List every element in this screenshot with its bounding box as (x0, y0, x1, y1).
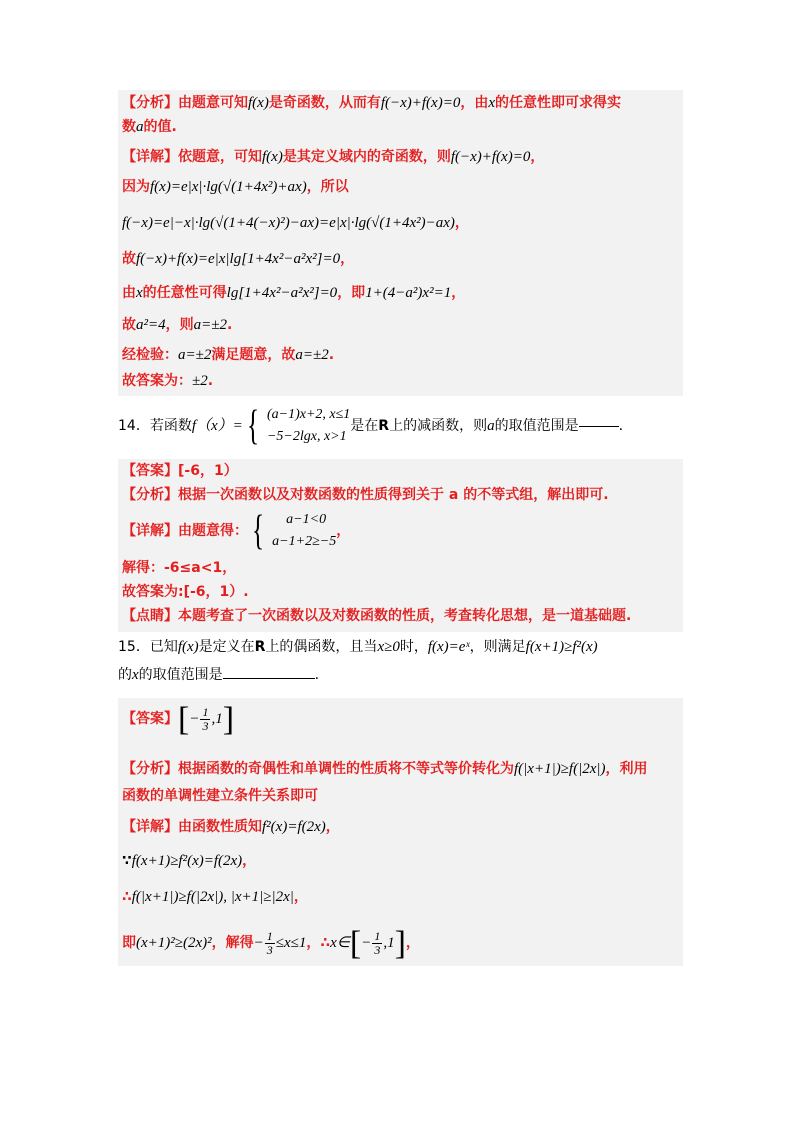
detail-text: ， (530, 149, 545, 165)
because-symbol: ∵ (122, 852, 132, 869)
math-expr: − (189, 711, 200, 728)
question-text: . (314, 666, 320, 683)
question-text: 的取值范围是 (138, 666, 223, 683)
q14-solve-line (122, 558, 679, 582)
detail-text: 依题意，可知 (178, 149, 262, 165)
detail-text: ，所以 (306, 179, 349, 195)
math-expr: f(x) (262, 149, 283, 165)
math-expr: x∈ (330, 935, 350, 952)
q15-therefore-line (122, 886, 679, 910)
question-text: 的 (118, 666, 132, 683)
analysis-text: 根据一次函数以及对数函数的性质得到关于 a 的不等式组，解出即可. (178, 486, 609, 503)
math-expr: a=±2 (178, 347, 212, 363)
detail-label: 【详解】 (122, 818, 178, 835)
analysis-text: 函数的单调性建立条件关系即可 (122, 787, 318, 804)
math-expr: f(−x)+f(x)=0 (380, 95, 461, 111)
question-text: ，则满足 (469, 638, 526, 655)
analysis-text: 根据函数的奇偶性和单调性的性质将不等式等价转化为 (178, 760, 514, 777)
analysis-text: 的任意性即可求得实 (495, 95, 621, 111)
answer-label: 【答案】 (122, 711, 178, 728)
math-expr: ,1 (211, 711, 223, 728)
q13-long-eq-line (122, 212, 679, 236)
detail-text: . (207, 373, 214, 389)
math-expr: f(|x+1|)≥f(|2x|) (514, 760, 606, 777)
answer-label: 【答案】 (122, 462, 178, 479)
detail-text: ， (340, 251, 355, 267)
math-set: R (254, 638, 266, 655)
analysis-text: 是奇函数，从而有 (268, 95, 381, 111)
detail-text: ， (405, 935, 420, 952)
detail-text: 由 (122, 285, 136, 301)
therefore-symbol: ∴ (122, 888, 132, 905)
question-text: . (618, 417, 624, 434)
analysis-text: ，由 (460, 95, 489, 111)
analysis-text: 的值. (143, 119, 177, 135)
analysis-text: 由题意可知 (178, 95, 248, 111)
detail-text: ，即 (337, 285, 366, 301)
q15-solution-block (118, 698, 683, 966)
math-expr: ±2 (192, 373, 208, 389)
detail-text: ， (325, 818, 340, 835)
detail-text: 经检验： (122, 347, 178, 363)
detail-text: ， (293, 888, 308, 905)
detail-text: 即 (122, 935, 136, 952)
system-row: a−1+2≥−5 (272, 534, 337, 550)
q15-answer-line (122, 700, 679, 740)
math-expr: f(x) (177, 638, 199, 655)
detail-text: ，则 (165, 317, 194, 333)
fraction (200, 706, 210, 733)
q13-detail-line (122, 146, 679, 170)
system-row: a−1<0 (286, 511, 327, 527)
math-expr: ≤x≤1 (275, 935, 307, 952)
detail-text: 由函数性质知 (178, 818, 262, 835)
q14-analysis-line (122, 485, 679, 509)
q14-stem (118, 404, 683, 449)
math-expr: f(|x+1|)≥f(|2x|), |x+1|≥|2x| (131, 888, 294, 905)
math-expr: f(−x)=e|−x|·lg(√(1+4(−x)²)−ax)=e|x|·lg(√(1+4x²)−ax) (122, 215, 455, 231)
bracket: [ (178, 700, 190, 738)
q14-detail-line (122, 509, 679, 554)
fraction (372, 930, 382, 957)
math-expr: ,1 (383, 935, 395, 952)
detail-text: 解得：-6≤a<1， (122, 559, 237, 576)
math-expr: f(x) (248, 95, 269, 111)
detail-text: 的任意性可得 (142, 285, 227, 301)
question-text: 是定义在 (198, 638, 255, 655)
bracket: [ (349, 924, 362, 962)
math-expr: lg[1+4x²−a²x²]=0 (226, 285, 338, 301)
analysis-label: 【分析】 (122, 95, 178, 111)
math-expr: f(x+1)≥f²(x)=f(2x) (131, 852, 243, 869)
detail-text: ， (242, 852, 257, 869)
q14-answer-line (122, 461, 679, 485)
analysis-text: ，利用 (605, 760, 648, 777)
detail-label: 【详解】 (122, 149, 178, 165)
q15-stem (118, 636, 683, 660)
detail-text: ， (336, 522, 351, 539)
detail-text: ， (306, 935, 321, 952)
detail-text: . (226, 317, 233, 333)
detail-text: 故 (122, 251, 136, 267)
math-var: x (132, 666, 139, 683)
bracket: ] (222, 700, 235, 738)
math-expr: x≥0 (377, 638, 400, 655)
q13-hence-line (122, 248, 679, 272)
q14-final-line (122, 582, 679, 606)
question-text: 上的减函数，则 (389, 417, 488, 434)
comment-text: 本题考查了一次函数以及对数函数的性质，考查转化思想，是一道基础题. (178, 607, 632, 624)
math-expr: f(x+1)≥f²(x) (525, 638, 598, 655)
q13-because-line (122, 176, 679, 200)
analysis-label: 【分析】 (122, 486, 178, 503)
q15-analysis-line (122, 758, 679, 782)
piecewise-case: (a−1)x+2, x≤1 (266, 407, 351, 422)
q13-so-line (122, 314, 679, 338)
answer-value: [-6，1） (178, 462, 238, 479)
q13-analysis-line-2 (122, 116, 679, 140)
q15-stem-2 (118, 664, 683, 688)
numerator: 1 (374, 928, 381, 943)
math-var: x (136, 285, 143, 301)
numerator: 1 (202, 704, 209, 719)
math-expr: f(−x)+f(x)=0 (450, 149, 531, 165)
answer-blank (223, 678, 315, 679)
analysis-label: 【分析】 (122, 760, 178, 777)
bracket: ] (394, 924, 406, 962)
q13-check-line (122, 344, 679, 368)
math-expr: − (361, 935, 372, 952)
inequality-system (248, 509, 336, 554)
detail-text: ， (451, 285, 466, 301)
math-expr: f(−x)+f(x)=e|x|lg[1+4x²−a²x²]=0 (136, 251, 341, 267)
detail-text: 故答案为： (122, 373, 192, 389)
document-page (118, 90, 683, 966)
detail-text: 因为 (122, 179, 150, 195)
q14-comment-line (122, 606, 679, 630)
detail-text: 故答案为:[-6，1）. (122, 583, 249, 600)
detail-text: 是其定义域内的奇函数，则 (282, 149, 451, 165)
brace-symbol: { (246, 403, 259, 450)
q13-answer-line (122, 370, 679, 394)
question-text: 时， (399, 638, 428, 655)
q14-solution-block (118, 459, 683, 632)
detail-text: . (328, 347, 335, 363)
denominator: 3 (374, 943, 381, 958)
math-expr: a=±2 (295, 347, 329, 363)
denominator: 3 (202, 719, 209, 734)
detail-label: 【详解】 (122, 522, 178, 539)
math-expr: f(x)=eˣ (427, 638, 470, 655)
question-text: 14．若函数 (118, 417, 192, 434)
detail-text: ，解得 (211, 935, 254, 952)
q15-detail-line (122, 816, 679, 840)
q15-since-line (122, 850, 679, 874)
numerator: 1 (266, 928, 273, 943)
denominator: 3 (266, 943, 273, 958)
q13-by-line (122, 282, 679, 306)
answer-blank (579, 426, 619, 427)
math-expr: f(x)=e|x|·lg(√(1+4x²)+ax) (150, 179, 307, 195)
q15-analysis-line-2 (122, 786, 679, 810)
detail-text: 满足题意，故 (211, 347, 296, 363)
fraction (265, 930, 275, 957)
therefore-symbol: ∴ (320, 935, 331, 952)
question-text: 15．已知 (118, 638, 178, 655)
math-expr: f（x）= (191, 418, 243, 435)
math-expr: − (253, 935, 264, 952)
math-expr: (x+1)²≥(2x)² (136, 935, 212, 952)
math-var: x (488, 95, 495, 111)
math-var: a (136, 119, 144, 135)
q13-solution-block (118, 90, 683, 396)
math-expr: f²(x)=f(2x) (262, 818, 326, 835)
q13-analysis-line (122, 92, 679, 116)
math-expr: a²=4 (136, 317, 166, 333)
detail-text: 由题意得： (178, 522, 248, 539)
q15-ji-line (122, 924, 679, 964)
piecewise-function (243, 404, 351, 449)
piecewise-case: −5−2lgx, x>1 (266, 429, 347, 445)
math-var: a (487, 418, 495, 435)
brace-symbol: { (252, 508, 265, 555)
math-expr: 1+(4−a²)x²=1 (365, 285, 452, 301)
math-expr: a=±2 (193, 317, 227, 333)
question-text: 的取值范围是 (494, 417, 579, 434)
detail-text: 故 (122, 317, 136, 333)
comment-label: 【点睛】 (122, 607, 178, 624)
question-text: 是在 (350, 417, 379, 434)
question-text: 上的偶函数，且当 (265, 638, 378, 655)
detail-text: ， (454, 215, 469, 231)
analysis-text: 数 (122, 119, 136, 135)
math-set: R (378, 417, 390, 434)
